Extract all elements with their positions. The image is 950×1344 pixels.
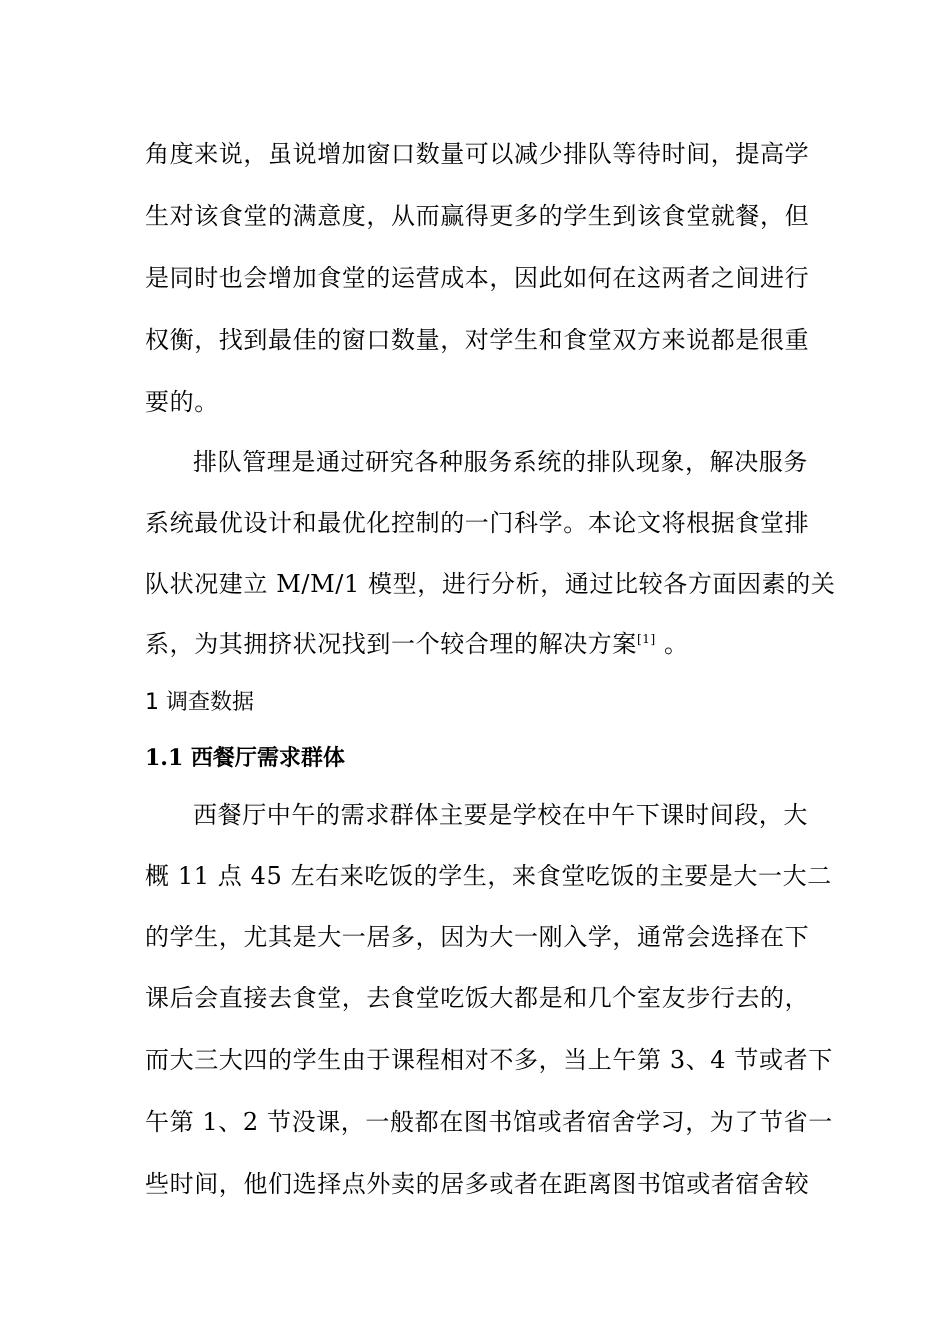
paragraph-line: 排队管理是通过研究各种服务系统的排队现象，解决服务 (193, 448, 808, 476)
paragraph-line: 的学生，尤其是大一居多，因为大一刚入学，通常会选择在下 (145, 923, 810, 951)
paragraph-line: 概 11 点 45 左右来吃饭的学生，来食堂吃饭的主要是大一大二 (145, 862, 832, 890)
paragraph-line (145, 628, 810, 660)
paragraph-text: 。 (655, 630, 689, 658)
paragraph-line: 角度来说，虽说增加窗口数量可以减少排队等待时间，提高学 (145, 140, 810, 168)
paragraph-line: 要的。 (145, 388, 219, 416)
section-heading: 1 调查数据 (145, 690, 254, 715)
paragraph-line: 权衡，找到最佳的窗口数量，对学生和食堂双方来说都是很重 (145, 326, 810, 354)
paragraph-text: 系，为其拥挤状况找到一个较合理的解决方案 (145, 630, 637, 658)
reference-marker: [1] (637, 632, 656, 646)
paragraph-line: 队状况建立 M/M/1 模型，进行分析，通过比较各方面因素的关 (145, 570, 836, 598)
paragraph-line: 生对该食堂的满意度，从而赢得更多的学生到该食堂就餐，但 (145, 202, 810, 230)
paragraph-line: 课后会直接去食堂，去食堂吃饭大都是和几个室友步行去的， (145, 984, 810, 1012)
paragraph-line: 是同时也会增加食堂的运营成本，因此如何在这两者之间进行 (145, 264, 810, 292)
paragraph-line: 系统最优设计和最优化控制的一门科学。本论文将根据食堂排 (145, 509, 810, 537)
paragraph-line: 午第 1、2 节没课，一般都在图书馆或者宿舍学习，为了节省一 (145, 1108, 833, 1136)
subsection-heading: 1.1 西餐厅需求群体 (145, 745, 345, 771)
paragraph-line: 而大三大四的学生由于课程相对不多，当上午第 3、4 节或者下 (145, 1046, 833, 1074)
paragraph-line: 些时间，他们选择点外卖的居多或者在距离图书馆或者宿舍较 (145, 1170, 810, 1198)
paragraph-line: 西餐厅中午的需求群体主要是学校在中午下课时间段，大 (193, 801, 808, 829)
